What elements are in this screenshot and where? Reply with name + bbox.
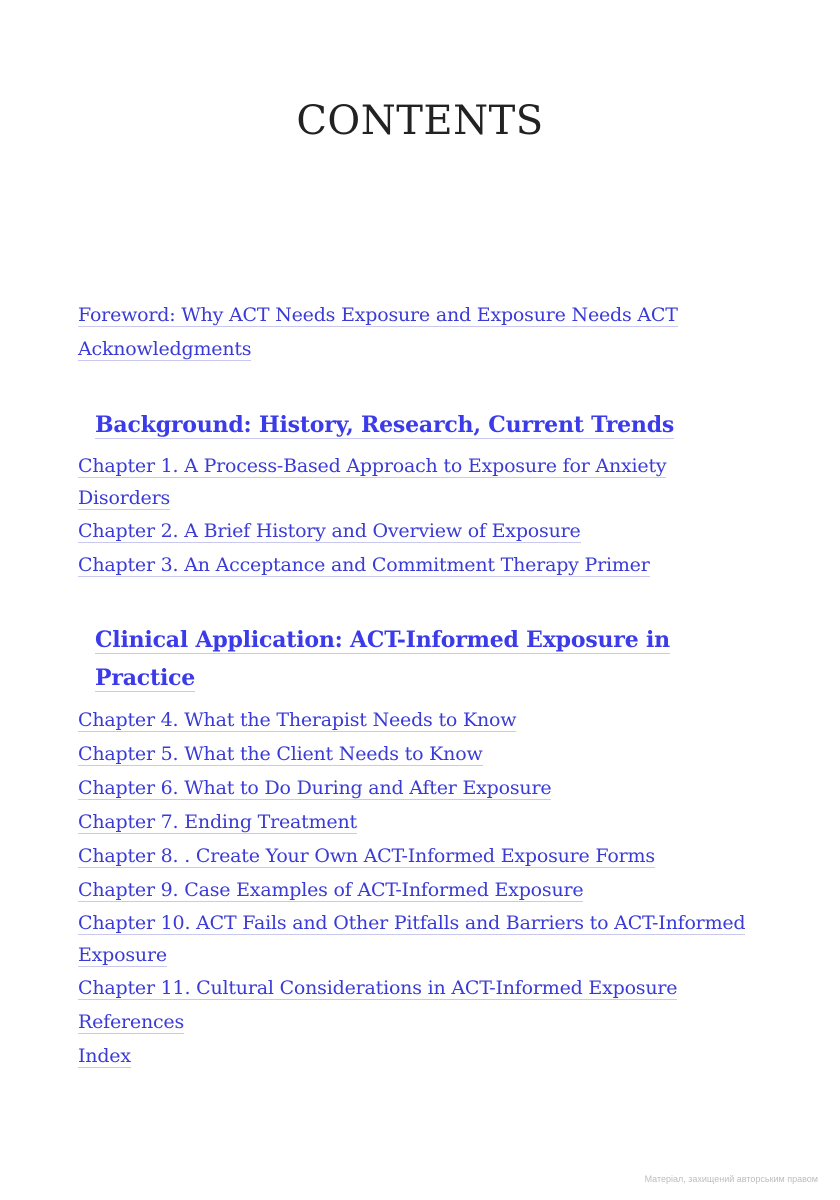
- toc-entry-chapter-7: [78, 805, 758, 839]
- copyright-watermark: Матеріал, захищений авторським правом: [644, 1174, 818, 1184]
- toc-entry-chapter-5: [78, 737, 758, 771]
- chapter-9-link[interactable]: Chapter 9. Case Examples of ACT-Informed Exposure: [78, 879, 584, 901]
- toc-entry-chapter-3: [78, 548, 758, 582]
- toc-entry-acknowledgments: [78, 332, 758, 366]
- toc-entry-chapter-10: [78, 907, 758, 971]
- chapter-2-link[interactable]: Chapter 2. A Brief History and Overview of Exposure: [78, 520, 581, 542]
- chapter-11-link[interactable]: Chapter 11. Cultural Considerations in ACT-Informed Exposure: [78, 977, 678, 999]
- references-link[interactable]: References: [78, 1011, 185, 1033]
- toc-entry-chapter-9: [78, 873, 758, 907]
- foreword-link[interactable]: Foreword: Why ACT Needs Exposure and Exposure Needs ACT: [78, 304, 678, 326]
- chapter-1-link[interactable]: Chapter 1. A Process-Based Approach to Exposure for Anxiety Disorders: [78, 455, 667, 509]
- clinical-application-section-link[interactable]: Clinical Application: ACT-Informed Exposure in Practice: [95, 627, 670, 691]
- toc-entry-index: [78, 1039, 758, 1073]
- chapter-6-link[interactable]: Chapter 6. What to Do During and After Exposure: [78, 777, 552, 799]
- toc-entry-chapter-11: [78, 971, 758, 1005]
- chapter-3-link[interactable]: Chapter 3. An Acceptance and Commitment Therapy Primer: [78, 554, 650, 576]
- chapter-10-link[interactable]: Chapter 10. ACT Fails and Other Pitfalls and Barriers to ACT-Informed Exposure: [78, 912, 746, 966]
- chapter-8-link[interactable]: Chapter 8. . Create Your Own ACT-Informed Exposure Forms: [78, 845, 655, 867]
- page-title: CONTENTS: [296, 98, 544, 144]
- toc-entry-chapter-6: [78, 771, 758, 805]
- toc-entry-foreword: [78, 298, 758, 332]
- acknowledgments-link[interactable]: Acknowledgments: [78, 338, 252, 360]
- section-heading-clinical-application: [95, 621, 718, 697]
- chapter-5-link[interactable]: Chapter 5. What the Client Needs to Know: [78, 743, 483, 765]
- index-link[interactable]: Index: [78, 1045, 131, 1067]
- toc-entry-chapter-1: [78, 450, 758, 514]
- chapter-4-link[interactable]: Chapter 4. What the Therapist Needs to Know: [78, 709, 517, 731]
- background-section-link[interactable]: Background: History, Research, Current Trends: [95, 412, 675, 438]
- section-heading-background: [95, 406, 718, 444]
- toc-entry-chapter-8: [78, 839, 758, 873]
- table-of-contents: [78, 298, 758, 1073]
- toc-entry-references: [78, 1005, 758, 1039]
- toc-entry-chapter-4: [78, 703, 758, 737]
- chapter-7-link[interactable]: Chapter 7. Ending Treatment: [78, 811, 357, 833]
- toc-entry-chapter-2: [78, 514, 758, 548]
